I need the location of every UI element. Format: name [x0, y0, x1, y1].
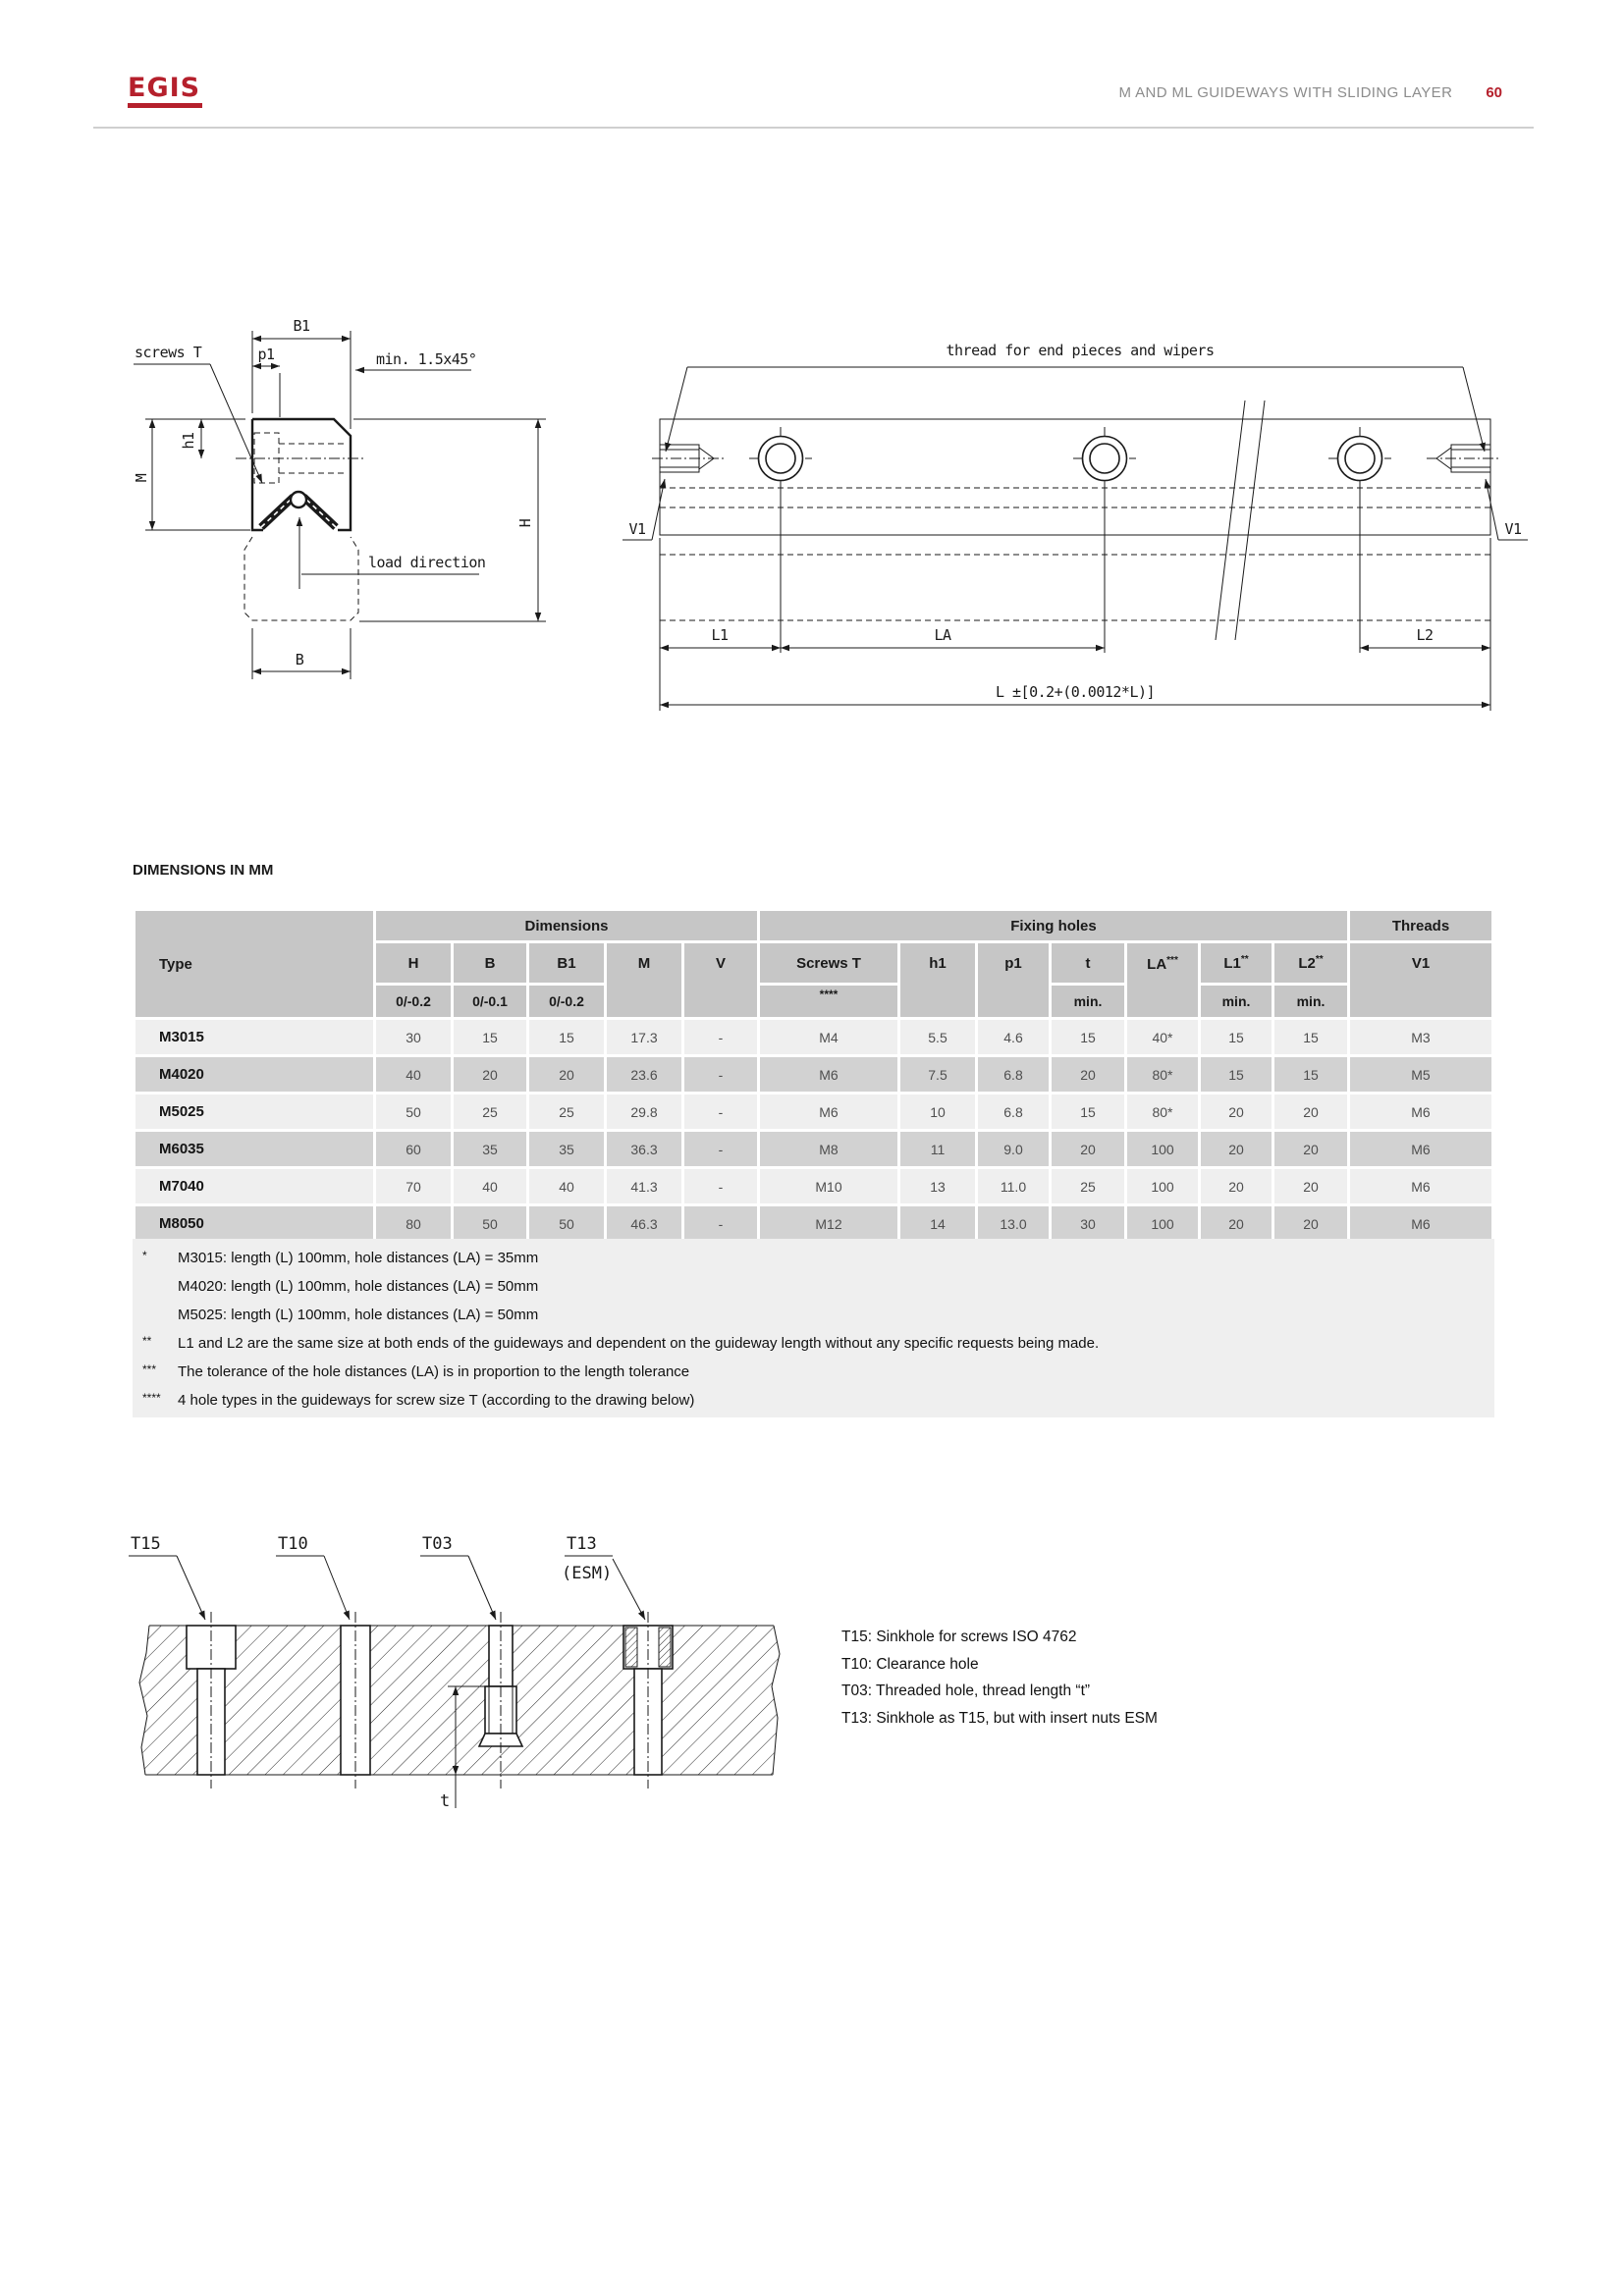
col-header-v1: V1: [1350, 943, 1491, 1017]
col-group-dimensions: Dimensions: [376, 911, 757, 940]
table-cell: 17.3: [607, 1020, 681, 1054]
legend-line: T10: Clearance hole: [841, 1655, 979, 1673]
table-cell: M5: [1350, 1057, 1491, 1092]
col-header-b1: B1: [529, 943, 604, 983]
dim-t-label: t: [440, 1791, 451, 1811]
col-header-m: M: [607, 943, 681, 1017]
hole-t10: [341, 1612, 370, 1789]
col-header-h: H: [376, 943, 451, 983]
screws-t-label: screws T: [135, 344, 202, 361]
table-cell: -: [684, 1095, 757, 1129]
table-cell: 6.8: [978, 1057, 1049, 1092]
table-cell: M4: [760, 1020, 897, 1054]
end-thread-left: [652, 445, 724, 472]
footnotes-box: [133, 1239, 1494, 1417]
thread-note-callout: [666, 342, 1485, 452]
table-cell: -: [684, 1132, 757, 1166]
v-apex-roller: [291, 492, 306, 507]
footnote-line: [133, 1278, 1494, 1307]
footnote-marker: **: [142, 1334, 152, 1348]
hole-types-drawing: [98, 1517, 805, 1821]
footnote-line: [133, 1307, 1494, 1335]
table-body: [135, 1020, 1491, 1241]
table-cell: 15: [1052, 1020, 1124, 1054]
footnote-text: L1 and L2 are the same size at both ends of the guideways and dependent on the guideway length without any specific requests being made.: [178, 1335, 1100, 1352]
col-subheader-b: 0/-0.1: [454, 986, 526, 1017]
dim-l1-la-l2: [660, 496, 1490, 711]
table-cell: 4.6: [978, 1020, 1049, 1054]
col-subheader-t: min.: [1052, 986, 1124, 1017]
table-cell: 20: [1201, 1095, 1272, 1129]
cross-section-drawing: [69, 211, 579, 702]
dim-b1: [252, 317, 351, 429]
table-cell: 25: [1052, 1169, 1124, 1203]
table-cell: 20: [1201, 1132, 1272, 1166]
table-cell: -: [684, 1057, 757, 1092]
footnote-line: [133, 1392, 1494, 1420]
col-group-fixing-holes: Fixing holes: [760, 911, 1347, 940]
col-header-l1: L1**: [1201, 943, 1272, 983]
row-type-label: M5025: [135, 1095, 373, 1129]
t03-label: T03: [422, 1534, 453, 1554]
footnote-marker: ***: [142, 1362, 157, 1376]
table-cell: 35: [454, 1132, 526, 1166]
dim-l2-label: L2: [1416, 626, 1434, 644]
dim-b1-label: B1: [293, 317, 310, 335]
screws-t-callout: [134, 344, 262, 483]
table-cell: 20: [1274, 1169, 1347, 1203]
col-header-h1: h1: [900, 943, 975, 1017]
table-cell: 30: [376, 1020, 451, 1054]
table-cell: 14: [900, 1206, 975, 1241]
footnote-marker: *: [142, 1249, 147, 1262]
row-type-label: M3015: [135, 1020, 373, 1054]
footnote-text: 4 hole types in the guideways for screw size T (according to the drawing below): [178, 1392, 695, 1409]
page-number: 60: [1486, 84, 1502, 101]
table-row-M4020: [135, 1057, 1491, 1092]
dim-h: [353, 419, 546, 621]
col-subheader-l2: min.: [1274, 986, 1347, 1017]
legend-line: T15: Sinkhole for screws ISO 4762: [841, 1629, 1077, 1645]
header-divider: [93, 127, 1534, 129]
chamfer-note-label: min. 1.5x45°: [376, 350, 477, 368]
esm-label: (ESM): [562, 1564, 613, 1583]
table-row-M7040: [135, 1169, 1491, 1203]
table-cell: 20: [1052, 1132, 1124, 1166]
table-cell: 15: [1274, 1057, 1347, 1092]
table-cell: 20: [1274, 1206, 1347, 1241]
col-header-l2: L2**: [1274, 943, 1347, 983]
col-header-t: t: [1052, 943, 1124, 983]
table-cell: 25: [529, 1095, 604, 1129]
col-header-screws-t: Screws T: [760, 943, 897, 983]
table-cell: 15: [1201, 1020, 1272, 1054]
table-cell: 46.3: [607, 1206, 681, 1241]
table-row-M3015: [135, 1020, 1491, 1054]
table-cell: -: [684, 1020, 757, 1054]
egis-logo: EGIS: [128, 75, 202, 108]
hole-types-legend: [841, 1624, 1158, 1732]
table-cell: M6: [1350, 1169, 1491, 1203]
col-subheader-l1: min.: [1201, 986, 1272, 1017]
table-cell: M8: [760, 1132, 897, 1166]
table-cell: 100: [1127, 1206, 1198, 1241]
guideway-body: [236, 419, 365, 620]
break-lines: [1216, 400, 1265, 640]
col-subheader-h: 0/-0.2: [376, 986, 451, 1017]
table-cell: 80*: [1127, 1057, 1198, 1092]
end-thread-right: [1427, 445, 1498, 472]
col-header-la: LA***: [1127, 943, 1198, 1017]
table-cell: 20: [1201, 1206, 1272, 1241]
table-cell: 60: [376, 1132, 451, 1166]
dim-l-label: L ±[0.2+(0.0012*L)]: [995, 683, 1156, 701]
table-header: [135, 911, 1491, 1017]
table-cell: 29.8: [607, 1095, 681, 1129]
dim-h-label: H: [516, 518, 534, 528]
table-cell: 80: [376, 1206, 451, 1241]
legend-line: T13: Sinkhole as T15, but with insert nuts ESM: [841, 1709, 1158, 1727]
col-header-p1: p1: [978, 943, 1049, 1017]
col-subheader-screws-t: ****: [760, 986, 897, 1017]
table-cell: M6: [1350, 1132, 1491, 1166]
table-cell: 100: [1127, 1132, 1198, 1166]
table-cell: 15: [454, 1020, 526, 1054]
table-cell: 40: [376, 1057, 451, 1092]
table-row-M5025: [135, 1095, 1491, 1129]
table-cell: 50: [529, 1206, 604, 1241]
table-cell: 50: [454, 1206, 526, 1241]
footnote-text: The tolerance of the hole distances (LA) is in proportion to the length tolerance: [178, 1363, 690, 1380]
dim-la-label: LA: [934, 626, 951, 644]
dim-b-label: B: [295, 651, 304, 668]
table-cell: M3: [1350, 1020, 1491, 1054]
table-cell: M6: [1350, 1095, 1491, 1129]
dim-h1-label: h1: [180, 432, 197, 450]
dim-m-label: M: [133, 473, 150, 483]
table-cell: 9.0: [978, 1132, 1049, 1166]
v1-callout-right: [1486, 479, 1528, 540]
t15-label: T15: [131, 1534, 161, 1554]
col-header-b: B: [454, 943, 526, 983]
row-type-label: M6035: [135, 1132, 373, 1166]
footnote-marker: ****: [142, 1391, 161, 1405]
table-cell: 15: [1274, 1020, 1347, 1054]
table-cell: 11: [900, 1132, 975, 1166]
table-cell: 40: [454, 1169, 526, 1203]
table-cell: -: [684, 1206, 757, 1241]
table-cell: 20: [1274, 1132, 1347, 1166]
table-cell: 80*: [1127, 1095, 1198, 1129]
table-row-M6035: [135, 1132, 1491, 1166]
footnote-line: [133, 1363, 1494, 1392]
hole-type-labels: [129, 1534, 645, 1620]
table-cell: 20: [1052, 1057, 1124, 1092]
legend-line: T03: Threaded hole, thread length “t”: [841, 1682, 1091, 1699]
table-cell: 15: [529, 1020, 604, 1054]
table-cell: M12: [760, 1206, 897, 1241]
col-group-threads: Threads: [1350, 911, 1491, 940]
table-cell: 13: [900, 1169, 975, 1203]
row-type-label: M8050: [135, 1206, 373, 1241]
table-cell: 20: [529, 1057, 604, 1092]
table-cell: 6.8: [978, 1095, 1049, 1129]
dim-h1: [180, 419, 201, 458]
fixing-holes: [749, 427, 1391, 653]
table-cell: 40: [529, 1169, 604, 1203]
table-cell: M6: [760, 1095, 897, 1129]
table-cell: 100: [1127, 1169, 1198, 1203]
table-cell: 70: [376, 1169, 451, 1203]
footnote-line: [133, 1250, 1494, 1278]
v1-right-label: V1: [1504, 520, 1522, 538]
thread-note-label: thread for end pieces and wipers: [946, 342, 1215, 359]
col-header-type: Type: [135, 911, 373, 1017]
dim-l-total: [660, 683, 1490, 705]
table-cell: 20: [454, 1057, 526, 1092]
load-direction-label: load direction: [368, 554, 486, 571]
load-direction-callout: [299, 517, 485, 589]
table-title: DIMENSIONS IN MM: [133, 862, 274, 879]
table-cell: 5.5: [900, 1020, 975, 1054]
footnote-text: M3015: length (L) 100mm, hole distances (LA) = 35mm: [178, 1250, 539, 1266]
table-cell: M10: [760, 1169, 897, 1203]
table-cell: 41.3: [607, 1169, 681, 1203]
t10-label: T10: [278, 1534, 308, 1554]
dim-p1: [252, 346, 280, 417]
table-cell: 15: [1052, 1095, 1124, 1129]
col-header-v: V: [684, 943, 757, 1017]
v1-left-label: V1: [628, 520, 646, 538]
dim-p1-label: p1: [257, 346, 275, 363]
dimensions-table: [133, 908, 1494, 1244]
t13-label: T13: [567, 1534, 597, 1554]
row-type-label: M7040: [135, 1169, 373, 1203]
col-subheader-b1: 0/-0.2: [529, 986, 604, 1017]
table-cell: 15: [1201, 1057, 1272, 1092]
group-header-row: [135, 911, 1491, 940]
table-cell: 35: [529, 1132, 604, 1166]
table-cell: 20: [1274, 1095, 1347, 1129]
table-cell: M6: [760, 1057, 897, 1092]
table-cell: 40*: [1127, 1020, 1198, 1054]
table-cell: 25: [454, 1095, 526, 1129]
page-title: M AND ML GUIDEWAYS WITH SLIDING LAYER: [1118, 84, 1453, 101]
table-cell: 7.5: [900, 1057, 975, 1092]
table-cell: 36.3: [607, 1132, 681, 1166]
table-cell: 23.6: [607, 1057, 681, 1092]
table-cell: 10: [900, 1095, 975, 1129]
table-cell: 30: [1052, 1206, 1124, 1241]
row-type-label: M4020: [135, 1057, 373, 1092]
footnote-text: M4020: length (L) 100mm, hole distances (LA) = 50mm: [178, 1278, 539, 1295]
dim-l1-label: L1: [711, 626, 729, 644]
lower-profile-dashed: [660, 555, 1490, 620]
footnote-line: [133, 1335, 1494, 1363]
v1-callout-left: [623, 479, 665, 540]
table-cell: 20: [1201, 1169, 1272, 1203]
dim-b: [252, 628, 351, 679]
page-header: [1118, 84, 1502, 101]
footnote-text: M5025: length (L) 100mm, hole distances (LA) = 50mm: [178, 1307, 539, 1323]
side-view-drawing: [619, 324, 1542, 717]
table-cell: -: [684, 1169, 757, 1203]
mating-profile-dashed: [244, 537, 358, 620]
table-row-M8050: [135, 1206, 1491, 1241]
table-cell: 50: [376, 1095, 451, 1129]
table-cell: 13.0: [978, 1206, 1049, 1241]
table-cell: M6: [1350, 1206, 1491, 1241]
table-cell: 11.0: [978, 1169, 1049, 1203]
chamfer-note: [355, 350, 476, 370]
